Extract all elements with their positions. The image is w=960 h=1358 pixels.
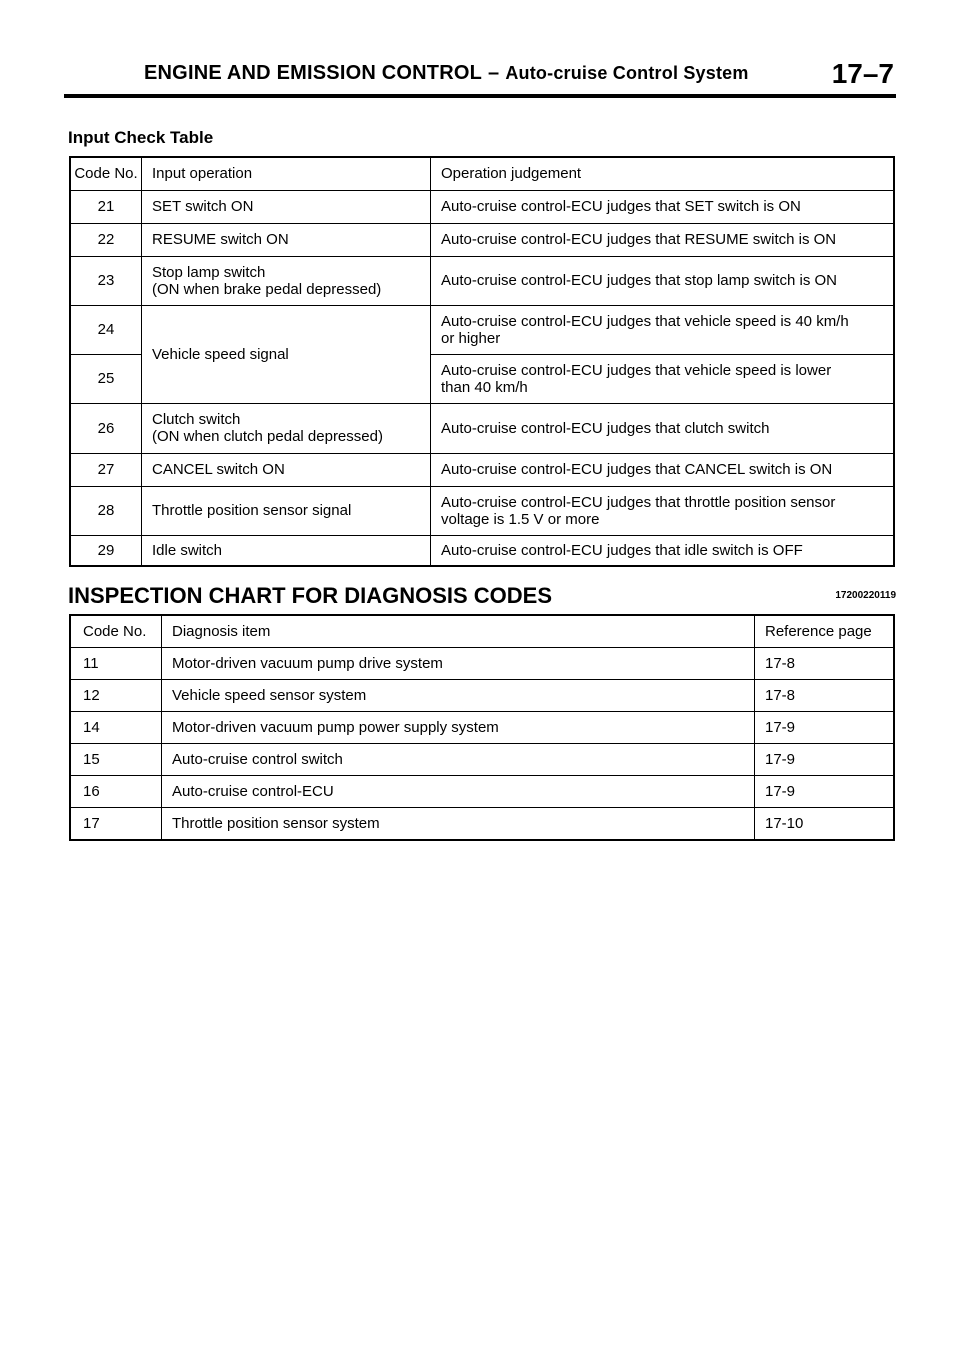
reference-page-cell: 17-8 — [755, 648, 895, 680]
table-row — [70, 808, 894, 841]
diagnosis-item-cell: Auto-cruise control-ECU — [162, 776, 755, 808]
input-check-table — [69, 156, 895, 567]
column-header-diagnosis-item: Diagnosis item — [162, 615, 755, 648]
table-row — [70, 190, 894, 223]
code-cell: 29 — [70, 535, 142, 566]
input-line-2: (ON when clutch pedal depressed) — [152, 428, 383, 445]
table-row — [70, 712, 894, 744]
diagnosis-item-cell: Throttle position sensor system — [162, 808, 755, 841]
page-header — [64, 58, 896, 98]
header-title — [144, 62, 749, 85]
table-row — [70, 648, 894, 680]
diagnosis-item-cell: Vehicle speed sensor system — [162, 680, 755, 712]
table-row — [70, 305, 894, 354]
code-cell: 17 — [70, 808, 162, 841]
input-cell: SET switch ON — [142, 190, 431, 223]
input-cell — [142, 256, 431, 305]
input-check-title: Input Check Table — [68, 128, 214, 147]
header-dash: – — [488, 62, 500, 84]
judgement-cell: Auto-cruise control-ECU judges that stop lamp switch is ON — [431, 256, 895, 305]
column-header-input-operation: Input operation — [142, 157, 431, 190]
column-header-code: Code No. — [70, 157, 142, 190]
input-cell: CANCEL switch ON — [142, 453, 431, 486]
document-code: 17200220119 — [835, 590, 896, 601]
input-cell: RESUME switch ON — [142, 223, 431, 256]
judgement-line-1: Auto-cruise control-ECU judges that vehicle speed is lower — [441, 361, 832, 379]
table-header-row — [70, 157, 894, 190]
judgement-cell: Auto-cruise control-ECU judges that SET switch is ON — [431, 190, 895, 223]
code-cell: 16 — [70, 776, 162, 808]
input-cell — [142, 403, 431, 453]
page-number: 17–7 — [831, 58, 894, 89]
judgement-cell: Auto-cruise control-ECU judges that RESUME switch is ON — [431, 223, 895, 256]
reference-page-cell: 17-9 — [755, 712, 895, 744]
input-cell: Idle switch — [142, 535, 431, 566]
code-cell: 15 — [70, 744, 162, 776]
diagnosis-item-cell: Auto-cruise control switch — [162, 744, 755, 776]
diagnosis-item-cell: Motor-driven vacuum pump power supply system — [162, 712, 755, 744]
reference-page-cell: 17-10 — [755, 808, 895, 841]
table-row — [70, 776, 894, 808]
input-line-1: Stop lamp switch — [152, 263, 266, 281]
code-cell: 12 — [70, 680, 162, 712]
input-line-2: (ON when brake pedal depressed) — [152, 280, 382, 298]
diagnosis-item-cell: Motor-driven vacuum pump drive system — [162, 648, 755, 680]
column-header-code: Code No. — [70, 615, 162, 648]
judgement-cell — [431, 354, 895, 403]
code-cell: 27 — [70, 453, 142, 486]
code-cell: 25 — [70, 354, 142, 403]
column-header-judgement: Operation judgement — [431, 157, 895, 190]
code-cell: 21 — [70, 190, 142, 223]
table-row — [70, 453, 894, 486]
table-header-row — [70, 615, 894, 648]
judgement-line-1: Auto-cruise control-ECU judges that throttle position sensor — [441, 493, 836, 511]
judgement-line-2: or higher — [441, 329, 501, 347]
judgement-cell — [431, 486, 895, 535]
code-cell: 22 — [70, 223, 142, 256]
judgement-line-2: voltage is 1.5 V or more — [441, 510, 600, 528]
table-row — [70, 403, 894, 453]
input-cell: Throttle position sensor signal — [142, 486, 431, 535]
judgement-line-1: Auto-cruise control-ECU judges that vehicle speed is 40 km/h — [441, 312, 849, 330]
code-cell: 14 — [70, 712, 162, 744]
judgement-line-2: than 40 km/h — [441, 378, 528, 396]
table-row — [70, 680, 894, 712]
input-cell: Vehicle speed signal — [142, 305, 431, 403]
diagnosis-codes-table — [69, 614, 895, 841]
table-row — [70, 486, 894, 535]
judgement-cell: Auto-cruise control-ECU judges that CANCEL switch is ON — [431, 453, 895, 486]
column-header-reference-page: Reference page — [755, 615, 895, 648]
judgement-cell: Auto-cruise control-ECU judges that clutch switch — [431, 403, 895, 453]
code-cell: 24 — [70, 305, 142, 354]
input-line-1: Clutch switch — [152, 411, 241, 428]
header-subtitle: Auto-cruise Control System — [505, 63, 749, 83]
reference-page-cell: 17-9 — [755, 744, 895, 776]
header-main-title: ENGINE AND EMISSION CONTROL — [144, 62, 483, 84]
table-row — [70, 223, 894, 256]
code-cell: 26 — [70, 403, 142, 453]
reference-page-cell: 17-8 — [755, 680, 895, 712]
reference-page-cell: 17-9 — [755, 776, 895, 808]
code-cell: 28 — [70, 486, 142, 535]
judgement-cell: Auto-cruise control-ECU judges that idle switch is OFF — [431, 535, 895, 566]
table-row — [70, 535, 894, 566]
table-row — [70, 256, 894, 305]
code-cell: 23 — [70, 256, 142, 305]
inspection-chart-title: INSPECTION CHART FOR DIAGNOSIS CODES — [68, 583, 553, 608]
code-cell: 11 — [70, 648, 162, 680]
judgement-cell — [431, 305, 895, 354]
table-row — [70, 744, 894, 776]
